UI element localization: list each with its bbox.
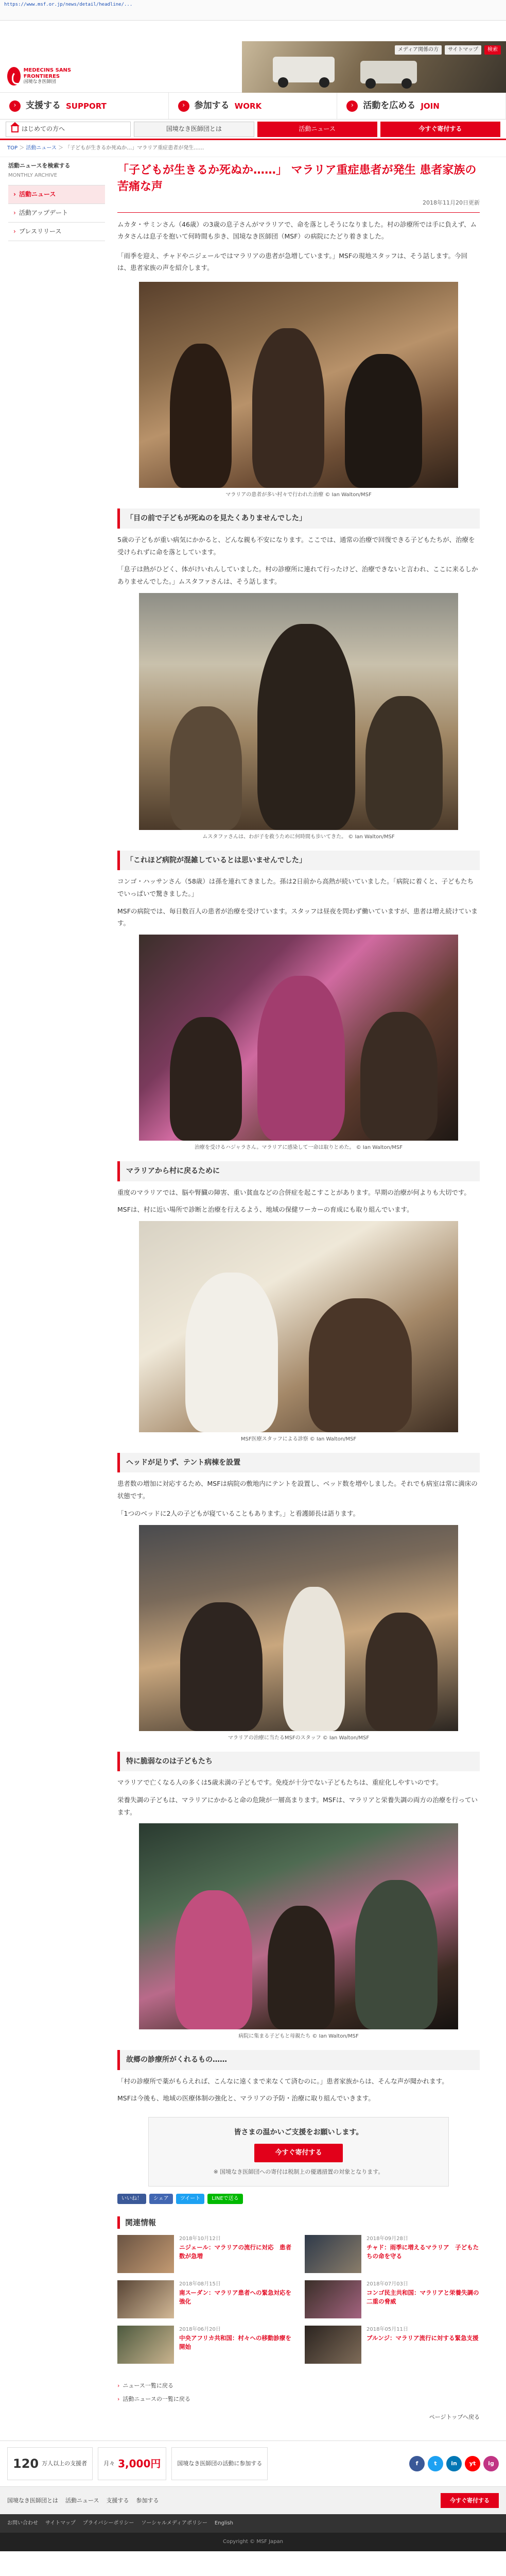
related-thumbnail — [305, 2280, 361, 2318]
related-item[interactable]: 2018年06月20日 中央アフリカ共和国：村々への移動診療を開始 — [117, 2326, 292, 2364]
section-2-para-1: コンゴ・ハッサンさん（58歳）は孫を連れてきました。孫は2日前から高熱が続いていました。「病院に着くと、子どもたちでいっぱいで驚きました。」 — [117, 877, 474, 897]
media-link[interactable]: メディア関係の方 — [395, 45, 442, 55]
related-list — [117, 2235, 480, 2364]
related-thumbnail — [305, 2235, 361, 2273]
sidebar-item-press[interactable]: › プレスリリース — [8, 223, 105, 241]
footer-nav-news[interactable]: 活動ニュース — [65, 2497, 99, 2504]
msf-logo-icon — [7, 67, 21, 86]
facebook-icon[interactable]: f — [409, 2456, 425, 2471]
linkedin-icon[interactable]: in — [446, 2456, 462, 2471]
twitter-icon[interactable]: t — [428, 2456, 443, 2471]
subnav-about[interactable]: 国境なき医師団とは — [134, 122, 254, 137]
section-5-para-2: 栄養失調の子どもは、マラリアにかかると命の危険が一層高まります。MSFは、マラリアと栄養失調の両方の治療を行っています。 — [117, 1795, 478, 1816]
subnav-news[interactable]: 活動ニュース — [257, 122, 377, 137]
main-nav — [0, 93, 506, 120]
supporters-banner[interactable]: 120 万人以上の支援者 — [7, 2447, 93, 2480]
footer-nav — [0, 2486, 506, 2515]
arrow-right-icon: › — [346, 100, 358, 112]
chevron-right-icon: › — [13, 227, 16, 235]
related-item[interactable]: 2018年08月15日 南スーダン：マラリア患者への緊急対応を強化 — [117, 2280, 292, 2318]
donate-callout — [148, 2117, 449, 2187]
footer-donate-button[interactable]: 今すぐ寄付する — [441, 2493, 499, 2509]
nav-support[interactable]: › 支援する SUPPORT — [0, 93, 169, 119]
photo-caption-5: マラリアの治療に当たるMSFのスタッフ © Ian Walton/MSF — [228, 1735, 370, 1741]
back-to-news-link[interactable]: › 活動ニュースの一覧に戻る — [117, 2393, 480, 2406]
section-heading-6: 故郷の診療所がくれるもの…… — [117, 2050, 480, 2070]
sidebar-list — [8, 185, 105, 242]
related-item[interactable]: 2018年05月11日 ブルンジ：マラリア流行に対する緊急支援 — [305, 2326, 480, 2364]
back-to-list-link[interactable]: › ニュース一覧に戻る — [117, 2379, 480, 2393]
breadcrumb-current: 「子どもが生きるか死ぬか…」マラリア重症患者が発生…… — [65, 145, 204, 151]
article-photo-1 — [139, 282, 458, 488]
article-photo-6 — [139, 1823, 458, 2029]
article-photo-5 — [139, 1525, 458, 1731]
section-2-para-2: MSFの病院では、毎日数百人の患者が治療を受けています。スタッフは昼夜を問わず働いていますが、患者は増え続けています。 — [117, 907, 478, 927]
section-heading-2: 「これほど病院が混雑しているとは思いませんでした」 — [117, 851, 480, 870]
subnav-donate-button[interactable]: 今すぐ寄付する — [380, 122, 500, 137]
photo-caption-1: マラリアの患者が多い村々で行われた治療 © Ian Walton/MSF — [225, 492, 372, 498]
search-link[interactable]: 検索 — [484, 45, 501, 55]
footer-link-sitemap[interactable]: サイトマップ — [45, 2520, 76, 2527]
sidebar-title: 活動ニュースを検索する — [8, 162, 71, 169]
chevron-right-icon: › — [117, 2382, 120, 2389]
article-photo-3 — [139, 935, 458, 1141]
article-date: 2018年11月20日更新 — [423, 199, 480, 206]
article-title: 「子どもが生きるか死ぬか……」 マラリア重症患者が発生 患者家族の苦痛な声 — [117, 164, 477, 193]
bottom-links — [117, 2379, 480, 2405]
section-heading-1: 「目の前で子どもが死ぬのを見たくありませんでした」 — [117, 509, 480, 528]
article-lead-2: 「雨季を迎え、チャドやニジェールではマラリアの患者が急増しています。」MSFの現地スタッフは、そう話します。今回は、患者家族の声を紹介します。 — [117, 252, 468, 272]
sidebar-subtitle: MONTHLY ARCHIVE — [8, 172, 58, 178]
facebook-like-button[interactable]: いいね！ — [117, 2194, 146, 2204]
sitemap-link[interactable]: サイトマップ — [445, 45, 481, 55]
join-banner[interactable]: 国境なき医師団の活動に参加する — [171, 2447, 268, 2480]
share-buttons — [117, 2194, 480, 2204]
breadcrumb: TOP ＞ 活動ニュース ＞ 「子どもが生きるか死ぬか…」マラリア重症患者が発生…… — [0, 140, 506, 157]
youtube-icon[interactable]: yt — [465, 2456, 480, 2471]
section-6-para-1: 「村の診療所で薬がもらえれば、こんなに遠くまで来なくて済むのに。」患者家族からは、そんな声が聞かれます。 — [117, 2077, 448, 2085]
section-3-para-1: 重度のマラリアでは、脳や腎臓の障害、重い貧血などの合併症を起こすことがあります。早期の治療が何よりも大切です。 — [117, 1188, 470, 1196]
brand-name-ja: 国境なき医師団 — [23, 79, 56, 85]
section-heading-4: ヘッドが足りず、テント病棟を設置 — [117, 1453, 480, 1472]
section-3-para-2: MSFは、村に近い場所で診断と治療を行えるよう、地域の保健ワーカーの育成にも取り組んでいます。 — [117, 1206, 413, 1214]
section-heading-5: 特に脆弱なのは子どもたち — [117, 1752, 480, 1771]
photo-caption-4: MSF医療スタッフによる診察 © Ian Walton/MSF — [240, 1436, 357, 1443]
footer-link-english[interactable]: English — [214, 2520, 234, 2527]
section-4-para-2: 「1つのベッドに2人の子どもが寝ていることもあります。」と看護師長は語ります。 — [117, 1509, 360, 1517]
section-5-para-1: マラリアで亡くなる人の多くは5歳未満の子どもです。免疫が十分でない子どもたちは、重症化しやすいのです。 — [117, 1778, 443, 1787]
site-header — [0, 21, 506, 93]
section-1-para-1: 5歳の子どもが重い病気にかかると、どんな親も不安になります。ここでは、通常の治療で回復できる子どもたちが、治療を受けられずに命を落としています。 — [117, 535, 475, 556]
article-photo-2 — [139, 593, 458, 830]
breadcrumb-top[interactable]: TOP — [7, 145, 18, 151]
photo-caption-6: 病院に集まる子どもと母親たち © Ian Walton/MSF — [238, 2033, 359, 2040]
article-photo-4 — [139, 1221, 458, 1432]
chevron-right-icon: › — [13, 209, 16, 216]
related-thumbnail — [305, 2326, 361, 2364]
monthly-donation-banner[interactable]: 月々 3,000円 — [98, 2447, 166, 2480]
sidebar — [5, 157, 108, 2432]
sns-links — [409, 2456, 499, 2471]
footer-nav-about[interactable]: 国境なき医師団とは — [7, 2497, 58, 2504]
related-title: 関連情報 — [117, 2216, 480, 2229]
article-lead: ムカタ・サミンさん（46歳）の3歳の息子さんがマラリアで、命を落としそうになりました。村の診療所では手に負えず、ムカタさんは息子を抱いて何時間も歩き、国境なき医師団（MSF）の病院にたどり着きました。 — [117, 221, 477, 240]
msf-logo[interactable] — [7, 65, 84, 88]
related-item[interactable]: 2018年10月12日 ニジェール：マラリアの流行に対応 患者数が急増 — [117, 2235, 292, 2273]
sidebar-item-news[interactable]: › 活動ニュース — [8, 185, 105, 204]
header-utility-links — [395, 45, 501, 55]
arrow-right-icon: › — [9, 100, 21, 112]
address-bar[interactable]: https://www.msf.or.jp/news/detail/headline/... — [0, 0, 506, 21]
arrow-right-icon: › — [178, 100, 189, 112]
home-icon — [11, 126, 19, 132]
nav-work[interactable]: › 参加する WORK — [169, 93, 338, 119]
breadcrumb-news[interactable]: 活動ニュース — [26, 145, 57, 151]
donate-note: ※ 国境なき医師団への寄付は税制上の優遇措置の対象となります。 — [213, 2168, 384, 2176]
facebook-share-button[interactable]: シェア — [149, 2194, 173, 2204]
instagram-icon[interactable]: ig — [483, 2456, 499, 2471]
sub-nav — [0, 120, 506, 140]
related-item[interactable]: 2018年07月03日 コンゴ民主共和国：マラリアと栄養失調の二重の脅威 — [305, 2280, 480, 2318]
footer-nav-support[interactable]: 支援する — [106, 2497, 129, 2504]
brand-name: MEDECINS SANS FRONTIERES — [23, 67, 72, 79]
section-heading-3: マラリアから村に戻るために — [117, 1161, 480, 1181]
subnav-first-time[interactable]: はじめての方へ — [6, 122, 131, 137]
donate-callout-title: 皆さまの温かいご支援をお願いします。 — [234, 2128, 363, 2137]
section-4-para-1: 患者数の増加に対応するため、MSFは病院の敷地内にテントを設置し、ベッド数を増やしました。それでも病室は常に満床の状態です。 — [117, 1480, 478, 1500]
footer-nav-work[interactable]: 参加する — [136, 2497, 159, 2504]
footer-link-social-policy[interactable]: ソーシャルメディアポリシー — [141, 2520, 207, 2527]
donate-button[interactable]: 今すぐ寄付する — [254, 2144, 342, 2163]
line-share-button[interactable]: LINEで送る — [207, 2194, 242, 2204]
section-1-para-2: 「息子は熱がひどく、体がけいれんしていました。村の診療所に連れて行ったけど、治療できないと言われ、ここに来るしかありませんでした。」ムスタファさんは、そう話します。 — [117, 565, 478, 586]
page-top-link[interactable]: ページトップへ戻る — [429, 2414, 480, 2421]
footer-links — [0, 2514, 506, 2533]
article — [108, 157, 489, 2432]
nav-join[interactable]: › 活動を広める JOIN — [337, 93, 506, 119]
chevron-right-icon: › — [117, 2395, 120, 2402]
related-thumbnail — [117, 2280, 174, 2318]
photo-caption-3: 治療を受けるハジャラさん。マラリアに感染して一命は取りとめた。 © Ian Walton/MSF — [195, 1145, 403, 1151]
photo-caption-2: ムスタファさんは、わが子を救うために何時間も歩いてきた。 © Ian Walton/MSF — [202, 834, 395, 840]
section-6-para-2: MSFは今後も、地域の医療体制の強化と、マラリアの予防・治療に取り組んでいきます。 — [117, 2094, 375, 2103]
sidebar-item-updates[interactable]: › 活動アップデート — [8, 204, 105, 223]
footer-banners — [0, 2441, 506, 2486]
chevron-right-icon: › — [13, 190, 16, 198]
footer-link-contact[interactable]: お問い合わせ — [7, 2520, 38, 2527]
footer-link-privacy[interactable]: プライバシーポリシー — [82, 2520, 134, 2527]
related-item[interactable]: 2018年09月28日 チャド：雨季に増えるマラリア 子どもたちの命を守る — [305, 2235, 480, 2273]
related-thumbnail — [117, 2235, 174, 2273]
tweet-button[interactable]: ツイート — [176, 2194, 205, 2204]
related-thumbnail — [117, 2326, 174, 2364]
copyright: Copyright © MSF Japan — [0, 2533, 506, 2551]
